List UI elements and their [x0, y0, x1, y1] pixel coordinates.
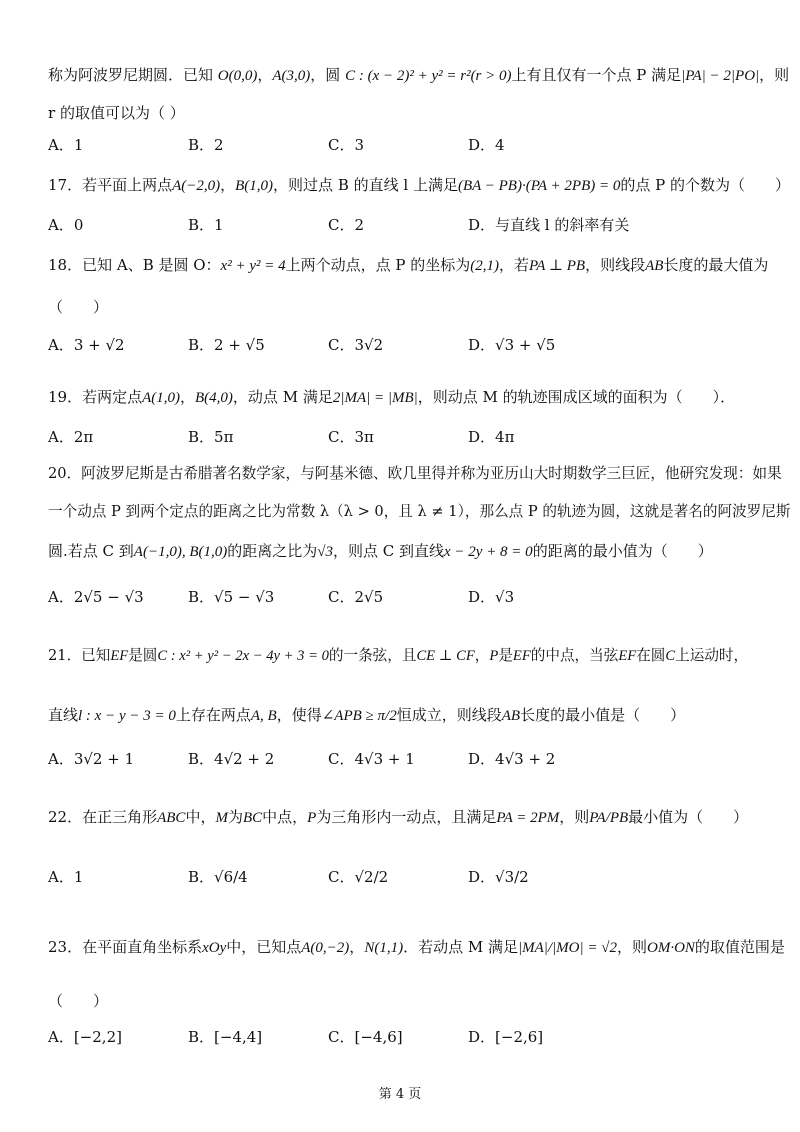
q21-option-b: B．4√2 + 2 [188, 750, 275, 768]
text: 直线 [48, 706, 79, 724]
text: ， [257, 66, 273, 84]
text: 是 [498, 647, 513, 664]
math: |PA| − 2|PO| [681, 68, 760, 84]
q21-option-d: D．4√3 + 2 [468, 750, 556, 768]
text: 最小值为（ ） [628, 808, 749, 826]
q23-option-c: C．[−4,6] [328, 1028, 403, 1046]
q18-option-d: D．√3 + √5 [468, 336, 556, 354]
math: O(0,0) [217, 68, 258, 84]
q23-option-b: B．[−4,4] [188, 1028, 263, 1046]
text: 中点， [262, 808, 308, 826]
q20-option-a: A．2√5 − √3 [48, 588, 144, 606]
text: 中， [185, 808, 216, 826]
text: 在圆 [636, 647, 666, 664]
math: (BA − PB)·(PA + 2PB) = 0 [457, 178, 621, 194]
math: PA = 2PM [496, 810, 560, 826]
math: l : x − y − 3 = 0 [78, 708, 176, 724]
math: √3 [317, 544, 333, 560]
math: B(1,0) [235, 178, 274, 194]
text: ，则 [759, 66, 790, 84]
math: OM·ON [647, 940, 695, 956]
math: M [215, 810, 228, 826]
math: AB [645, 258, 664, 274]
q23-answer-paren: （ ） [48, 992, 109, 1010]
q17-option-b: B．1 [188, 216, 224, 234]
text: ，动点 M 满足 [232, 388, 333, 406]
q22-option-c: C．√2/2 [328, 868, 389, 886]
math: EF [618, 648, 637, 664]
math: A(3,0) [272, 68, 311, 84]
text: 为 [227, 808, 243, 826]
math: x² + y² = 4 [220, 258, 286, 274]
math: A(0,−2) [301, 940, 350, 956]
text: ，则 [559, 808, 590, 826]
math: AB [501, 708, 521, 724]
text: 上有且仅有一个点 P 满足 [511, 66, 682, 84]
text: 圆.若点 C 到 [48, 542, 134, 560]
math: N(1,1) [364, 940, 404, 956]
math: PA ⊥ PB [529, 258, 586, 274]
q22-option-a: A．1 [48, 868, 84, 886]
text: 19．若两定点 [48, 388, 143, 406]
q16-option-b: B．2 [188, 136, 224, 154]
q23-option-d: D．[−2,6] [468, 1028, 544, 1046]
q18-option-a: A．3 + √2 [48, 336, 125, 354]
math: C : x² + y² − 2x − 4y + 3 = 0 [157, 648, 329, 664]
text: 的距离的最小值为（ ） [532, 542, 713, 560]
q18-answer-paren: （ ） [48, 298, 109, 316]
text: ．若动点 M 满足 [403, 938, 518, 956]
text: 23．在平面直角坐标系 [48, 938, 203, 956]
math: EF [110, 648, 129, 664]
text: 18．已知 A、B 是圆 O： [48, 256, 221, 274]
q16-option-c: C．3 [328, 136, 365, 154]
text: 中，已知点 [226, 938, 302, 956]
math: 2|MA| = |MB| [332, 390, 418, 406]
math: A, B [250, 708, 277, 724]
q16-line1 [48, 64, 789, 85]
text: ， [349, 938, 365, 956]
math: C [665, 648, 676, 664]
q21-line1 [48, 644, 748, 665]
math: A(−1,0), B(1,0) [133, 544, 228, 560]
math: xOy [202, 940, 227, 956]
text: 上运动时， [675, 647, 749, 664]
q18-option-c: C．3√2 [328, 336, 384, 354]
q21-line2 [48, 704, 685, 725]
math: ∠APB ≥ π/2 [321, 708, 397, 724]
math: P [489, 648, 499, 664]
text: ，则点 C 到直线 [332, 542, 444, 560]
q17-stem [48, 174, 790, 195]
q20-option-b: B．√5 − √3 [188, 588, 275, 606]
q18-option-b: B．2 + √5 [188, 336, 265, 354]
q23-stem [48, 936, 785, 957]
text: ，使得 [276, 706, 322, 724]
math: A(−2,0) [172, 178, 221, 194]
text: ，则 [616, 938, 647, 956]
math: PA/PB [589, 810, 629, 826]
text: 称为阿波罗尼期圆．已知 [48, 66, 218, 84]
q20-line3 [48, 540, 713, 561]
q22-stem [48, 806, 748, 827]
q22-option-d: D．√3/2 [468, 868, 529, 886]
q16-option-d: D．4 [468, 136, 505, 154]
text: 的距离之比为 [227, 542, 318, 560]
text: 上两个动点，点 P 的坐标为 [285, 256, 471, 274]
text: ， [220, 176, 236, 194]
text: 恒成立，则线段 [396, 706, 502, 724]
math: C : (x − 2)² + y² = r²(r > 0) [345, 68, 512, 84]
q20-line1: 20．阿波罗尼斯是古希腊著名数学家，与阿基米德、欧几里得并称为亚历山大时期数学三巨匠，他研究发现：如果 [48, 465, 782, 482]
text: ，则过点 B 的直线 l 上满足 [273, 176, 458, 194]
q21-option-a: A．3√2 + 1 [48, 750, 135, 768]
text: ， [474, 647, 490, 664]
text: 为三角形内一动点，且满足 [316, 808, 497, 826]
q18-stem [48, 254, 768, 275]
text: 是圆 [128, 647, 158, 664]
text: 22．在正三角形 [48, 808, 158, 826]
q19-option-b: B．5π [188, 428, 234, 446]
math: BC [242, 810, 263, 826]
q19-stem [48, 386, 735, 407]
q16-line2: r 的取值可以为（ ） [48, 104, 185, 122]
text: ，圆 [310, 66, 346, 84]
math: P [307, 810, 317, 826]
math: x − 2y + 8 = 0 [444, 544, 533, 560]
text: 的点 P 的个数为（ ） [620, 176, 791, 194]
math: (2,1) [470, 258, 499, 274]
math: A(1,0) [142, 390, 180, 406]
q16-option-a: A．1 [48, 136, 84, 154]
text: 的一条弦，且 [328, 647, 417, 664]
math: ABC [157, 810, 186, 826]
page-number: 第 4 页 [378, 1087, 422, 1102]
math: CE ⊥ CF [416, 648, 475, 664]
text: 17．若平面上两点 [48, 176, 173, 194]
text: 长度的最小值是（ ） [520, 706, 686, 724]
math: |MA|/|MO| = √2 [517, 940, 617, 956]
text: 的中点，当弦 [530, 647, 619, 664]
q20-line2: 一个动点 P 到两个定点的距离之比为常数 λ（λ > 0，且 λ ≠ 1），那么点 P 的轨迹为圆，这就是著名的阿波罗尼斯 [48, 503, 791, 520]
q20-option-d: D．√3 [468, 588, 515, 606]
q23-option-a: A．[−2,2] [48, 1028, 122, 1046]
text: ，则线段 [585, 256, 646, 274]
text: 21．已知 [48, 647, 111, 664]
text: ，则动点 M 的轨迹围成区域的面积为（ ）． [417, 388, 736, 406]
text: ，若 [499, 256, 530, 274]
q22-option-b: B．√6/4 [188, 868, 248, 886]
q19-option-a: A．2π [48, 428, 94, 446]
text: 的取值范围是 [694, 938, 785, 956]
q20-option-c: C．2√5 [328, 588, 384, 606]
q21-option-c: C．4√3 + 1 [328, 750, 415, 768]
q17-option-a: A．0 [48, 216, 84, 234]
q17-option-c: C．2 [328, 216, 365, 234]
math: EF [512, 648, 531, 664]
q19-option-d: D．4π [468, 428, 515, 446]
q19-option-c: C．3π [328, 428, 374, 446]
text: 上存在两点 [175, 706, 251, 724]
text: 长度的最大值为 [663, 256, 769, 274]
text: ， [180, 388, 196, 406]
math: B(4,0) [195, 390, 233, 406]
q17-option-d: D．与直线 l 的斜率有关 [468, 216, 630, 234]
